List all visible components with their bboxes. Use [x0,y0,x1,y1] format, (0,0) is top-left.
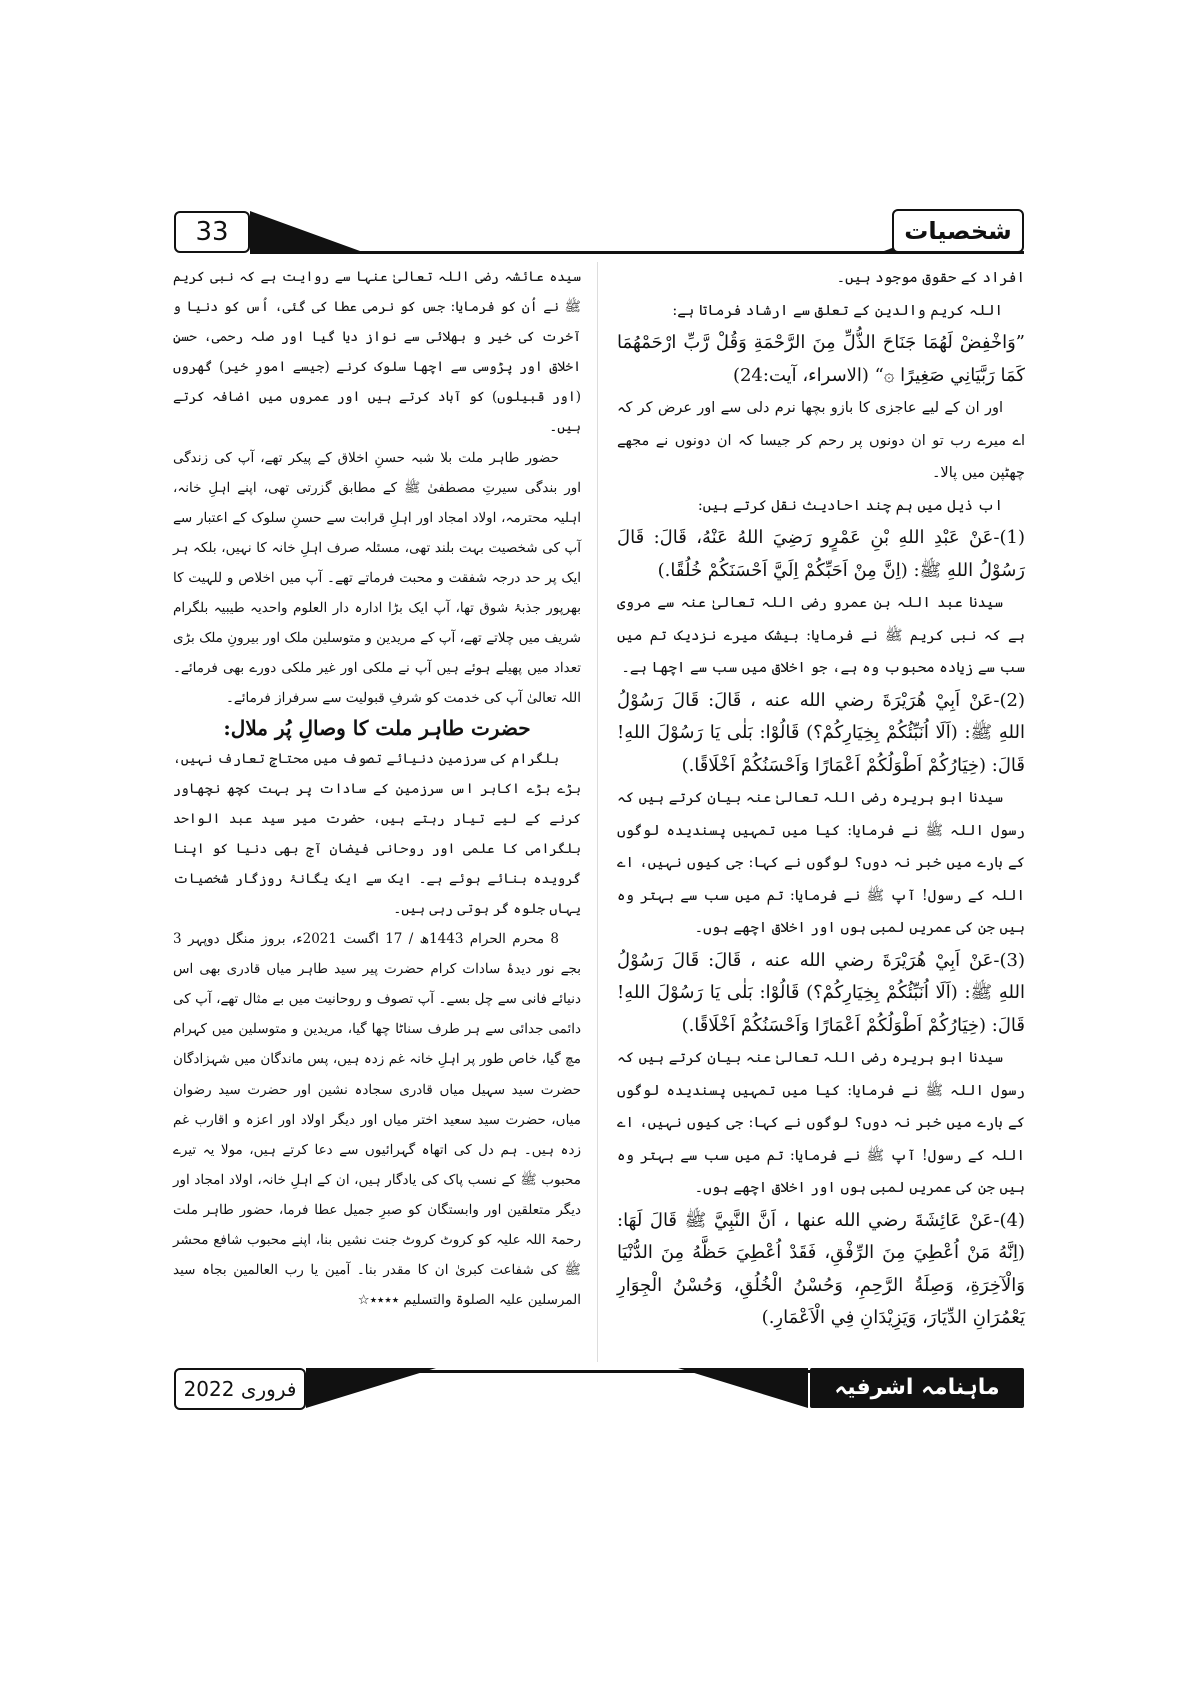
paragraph: سیدنا ابو ہریرہ رضی اللہ تعالیٰ عنہ بیان کرتے ہیں کہ رسول اللہ ﷺ نے فرمایا: کیا میں تمہیں پسندیدہ لوگوں کے بارے میں خبر نہ دوں؟ لوگوں نے کہا: جی کیوں نہیں، اے اللہ کے رسول! آپ ﷺ نے فرمایا: تم میں سب سے بہتر وہ ہیں جن کی عمریں لمبی ہوں اور اخلاق اچھے ہوں۔ [617,1050,1025,1196]
paragraph: بلگرام کی سرزمین دنیائے تصوف میں محتاجِ تعارف نہیں، بڑے بڑے اکابر اس سرزمین کے سادات پر بہت کچھ نچھاور کرنے کے لیے تیار رہتے ہیں، حضرت میر سید عبد الواحد بلگرامی کا علمی اور روحانی فیضان آج بھی دنیا کو اپنا گرویدہ بنائے ہوئے ہے۔ ایک سے ایک یگانۂ روزگار شخصیات یہاں جلوہ گر ہوتی رہی ہیں۔ [173,750,581,917]
section-heading: حضرت طاہر ملت کا وصالِ پُر ملال: [223,716,531,741]
paragraph: 8 محرم الحرام 1443ھ / 17 اگست 2021ء، بروز منگل دوپہر 3 بجے نور دیدۂ سادات کرام حضرت پیر سید طاہر میاں قادری بھی اس دنیائے فانی سے چل بسے۔ آپ تصوف و روحانیت میں بے مثال تھے، آپ کی دائمی جدائی سے ہر طرف سناٹا چھا گیا، مریدین و متوسلین میں کہرام مچ گیا، خاص طور پر اہلِ خانہ غم زدہ ہیں، پس ماندگان میں شہزادگان حضرت سید سہیل میاں قادری سجادہ نشین اور حضرت سید رضوان میاں، حضرت سید سعید اختر میاں اور دیگر اولاد اور اعزہ و اقارب غم زدہ ہیں۔ ہم دل کی اتھاہ گہرائیوں سے دعا کرتے ہیں، مولا یہ تیرے محبوب ﷺ کے نسب پاک کی یادگار ہیں، ان کے اہلِ خانہ، اولاد امجاد اور دیگر متعلقین اور وابستگان کو صبرِ جمیل عطا فرما، حضور طاہر ملت رحمۃ اللہ علیہ کو کروٹ کروٹ جنت نشیں بنا، اپنے محبوب شافع محشر ﷺ کی شفاعت کبریٰ ان کا مقدر بنا۔ آمین یا رب العالمین بجاہ سید المرسلین علیہ الصلوۃ والتسلیم ٭٭٭٭☆ [173,931,581,1309]
right-column [617,262,1025,1335]
paragraph: حضور طاہر ملت بلا شبہ حسنِ اخلاق کے پیکر تھے، آپ کی زندگی اور بندگی سیرتِ مصطفیٰ ﷺ کے مطابق گزرتی تھی، اپنے اہلِ خانہ، اہلیہ محترمہ، اولاد امجاد اور اہلِ قرابت سے حسنِ سلوک کے اعتبار سے آپ کی شخصیت بہت بلند تھی، مسئلہ صرف اہلِ خانہ کا نہیں، بلکہ ہر ایک پر حد درجہ شفقت و محبت فرماتے تھے۔ آپ میں اخلاص و للہیت کا بھرپور جذبۂ شوق تھا، آپ ایک بڑا ادارہ دار العلوم واحدیہ طیبیہ بلگرام شریف میں چلاتے تھے، آپ کے مریدین و متوسلین ملک اور بیرونِ ملک بڑی تعداد میں پھیلے ہوئے ہیں آپ نے ملکی اور غیر ملکی دورے بھی فرمائے۔ اللہ تعالیٰ آپ کی خدمت کو شرفِ قبولیت سے سرفراز فرمائے۔ [173,449,581,707]
quran-verse: ”وَاخْفِضْ لَهُمَا جَنَاحَ الذُّلِّ مِنَ الرَّحْمَةِ وَقُلْ رَّبِّ ارْحَمْهُمَا كَمَا رَبَّيَانِي صَغِيرًا ۞“ (الاسراء، آیت:24) [617,332,1025,386]
header-ornament-left [250,211,370,253]
column-divider [597,262,598,1362]
footer-ornament-right [678,1368,808,1410]
hadith-arabic: (1)-عَنْ عَبْدِ اللهِ بْنِ عَمْرٍو رَضِيَ اللهُ عَنْهُ، قَالَ: قَالَ رَسُوْلُ اللهِ ﷺ: (اِنَّ مِنْ اَحَبِّكُمْ اِلَيَّ اَحْسَنَكُمْ خُلُقًا.) [617,527,1025,581]
paragraph: سیدنا ابو ہریرہ رضی اللہ تعالیٰ عنہ بیان کرتے ہیں کہ رسول اللہ ﷺ نے فرمایا: کیا میں تمہیں پسندیدہ لوگوں کے بارے میں خبر نہ دوں؟ لوگوں نے کہا: جی کیوں نہیں، اے اللہ کے رسول! آپ ﷺ نے فرمایا: تم میں سب سے بہتر وہ ہیں جن کی عمریں لمبی ہوں اور اخلاق اچھے ہوں۔ [617,790,1025,936]
issue-date: فروری 2022 [174,1368,306,1410]
hadith-arabic: (3)-عَنْ اَبِيْ هُرَيْرَةَ رضي الله عنه ، قَالَ: قَالَ رَسُوْلُ اللهِ ﷺ: (اَلَا اُنَبِّئُكُمْ بِخِيَارِكُمْ؟) قَالُوْا: بَلٰى يَا رَسُوْلَ اللهِ! قَالَ: (خِيَارُكُمْ اَطْوَلُكُمْ اَعْمَارًا وَاَحْسَنُكُمْ اَخْلَاقًا.) [617,949,1025,1036]
page-number: 33 [174,211,250,253]
page-header [174,211,1024,255]
footer-ornament-left [306,1368,436,1410]
hadith-arabic: (4)-عَنْ عَائِشَةَ رضي الله عنها ، اَنَّ النَّبِيَّ ﷺ قَالَ لَهَا: (اِنَّهُ مَنْ اُعْطِيَ مِنَ الرِّفْقِ، فَقَدْ اُعْطِيَ حَظَّهُ مِنَ الدُّنْيَا وَالْآخِرَةِ، وَصِلَةُ الرَّحِمِ، وَحُسْنُ الْخُلُقِ، وَحُسْنُ الْجِوَارِ يَعْمُرَانِ الدِّيَارَ، وَيَزِيْدَانِ فِي الْاَعْمَارِ.) [617,1209,1025,1328]
magazine-name: ماہنامہ اشرفیہ [810,1368,1024,1408]
paragraph: اب ذیل میں ہم چند احادیث نقل کرتے ہیں: [697,497,1003,514]
hadith-arabic: (2)-عَنْ اَبِيْ هُرَيْرَةَ رضي الله عنه ، قَالَ: قَالَ رَسُوْلُ اللهِ ﷺ: (اَلَا اُنَبِّئُكُمْ بِخِيَارِكُمْ؟) قَالُوْا: بَلٰى يَا رَسُوْلَ اللهِ! قَالَ: (خِيَارُكُمْ اَطْوَلُكُمْ اَعْمَارًا وَاَحْسَنُكُمْ اَخْلَاقًا.) [617,689,1025,776]
page-footer [174,1368,1024,1412]
section-title: شخصیات [892,209,1024,253]
paragraph: اللہ کریم والدین کے تعلق سے ارشاد فرماتا ہے: [672,302,1003,319]
paragraph: سیدنا عبد اللہ بن عمرو رضی اللہ تعالیٰ عنہ سے مروی ہے کہ نبی کریم ﷺ نے فرمایا: بیشک میرے نزدیک تم میں سب سے زیادہ محبوب وہ ہے، جو اخلاق میں سب سے اچھا ہے۔ [617,595,1025,676]
left-column [173,262,581,1315]
paragraph: افراد کے حقوق موجود ہیں۔ [836,270,1025,286]
paragraph: اور ان کے لیے عاجزی کا بازو بچھا نرم دلی سے اور عرض کر کہ اے میرے رب تو ان دونوں پر رحم کر جیسا کہ ان دونوں نے مجھے چھٹپن میں پالا۔ [617,400,1025,481]
paragraph: سیدہ عائشہ رضی اللہ تعالیٰ عنہا سے روایت ہے کہ نبی کریم ﷺ نے اُن کو فرمایا: جس کو نرمی عطا کی گئی، اُس کو دنیا و آخرت کی خیر و بھلائی سے نواز دیا گیا اور صلہ رحمی، حسنِ اخلاق اور پڑوسی سے اچھا سلوک کرنے (جیسے امورِ خیر) گھروں (اور قبیلوں) کو آباد کرتے ہیں اور عمروں میں اضافہ کرتے ہیں۔ [173,269,581,436]
